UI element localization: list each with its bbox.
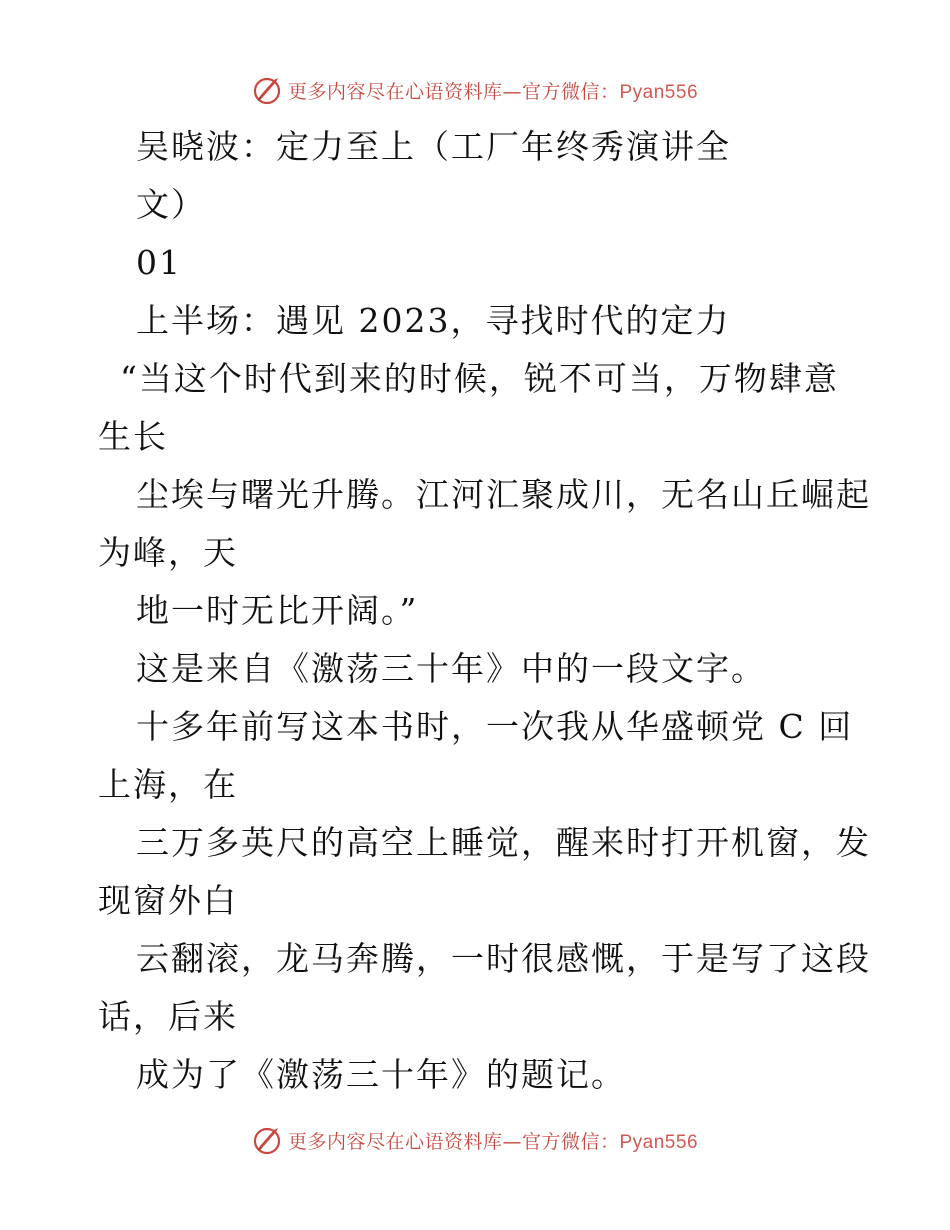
paragraph-line: “当这个时代到来的时候，锐不可当，万物肆意 bbox=[120, 359, 839, 398]
banner-dash: — bbox=[502, 1130, 522, 1153]
banner-text bbox=[288, 77, 698, 104]
banner-wechat-id: Pyan556 bbox=[619, 1131, 699, 1153]
banner-text bbox=[288, 1127, 698, 1154]
paragraph-line: 三万多英尺的高空上睡觉，醒来时打开机窗，发 bbox=[136, 823, 871, 862]
paragraph-line: 云翻滚，龙马奔腾，一时很感慨，于是写了这段 bbox=[136, 939, 871, 978]
banner-site-text: 更多内容尽在心语资料库 bbox=[287, 1130, 503, 1153]
paragraph-line: 地一时无比开阔。” bbox=[136, 591, 419, 630]
banner-wechat-label: 官方微信： bbox=[521, 1130, 620, 1153]
paragraph-line: 这是来自《激荡三十年》中的一段文字。 bbox=[136, 649, 766, 688]
paragraph-line: 为峰，天 bbox=[98, 533, 238, 572]
banner-wechat-id: Pyan556 bbox=[619, 81, 699, 103]
paragraph-line: 成为了《激荡三十年》的题记。 bbox=[136, 1055, 626, 1094]
banner-site-text: 更多内容尽在心语资料库 bbox=[287, 80, 503, 103]
paragraph-line: 上海，在 bbox=[98, 765, 238, 804]
document-title-line-2: 文） bbox=[136, 185, 206, 224]
section-number: 01 bbox=[136, 243, 182, 282]
document-title-line-1: 吴晓波：定力至上（工厂年终秀演讲全 bbox=[136, 127, 731, 166]
banner-dash: — bbox=[502, 80, 522, 103]
footer-banner bbox=[0, 1120, 950, 1160]
quill-pen-circle-icon bbox=[252, 74, 284, 106]
paragraph-line: 现窗外白 bbox=[98, 881, 238, 920]
paragraph-line: 十多年前写这本书时，一次我从华盛顿党 C 回 bbox=[136, 707, 854, 746]
section-heading: 上半场：遇见 2023，寻找时代的定力 bbox=[136, 301, 731, 340]
paragraph-line: 话，后来 bbox=[98, 997, 238, 1036]
paragraph-line: 尘埃与曙光升腾。江河汇聚成川，无名山丘崛起 bbox=[136, 475, 871, 514]
banner-wechat-label: 官方微信： bbox=[521, 80, 620, 103]
paragraph-line: 生长 bbox=[98, 417, 168, 456]
header-banner bbox=[0, 70, 950, 110]
quill-pen-circle-icon bbox=[252, 1124, 284, 1156]
